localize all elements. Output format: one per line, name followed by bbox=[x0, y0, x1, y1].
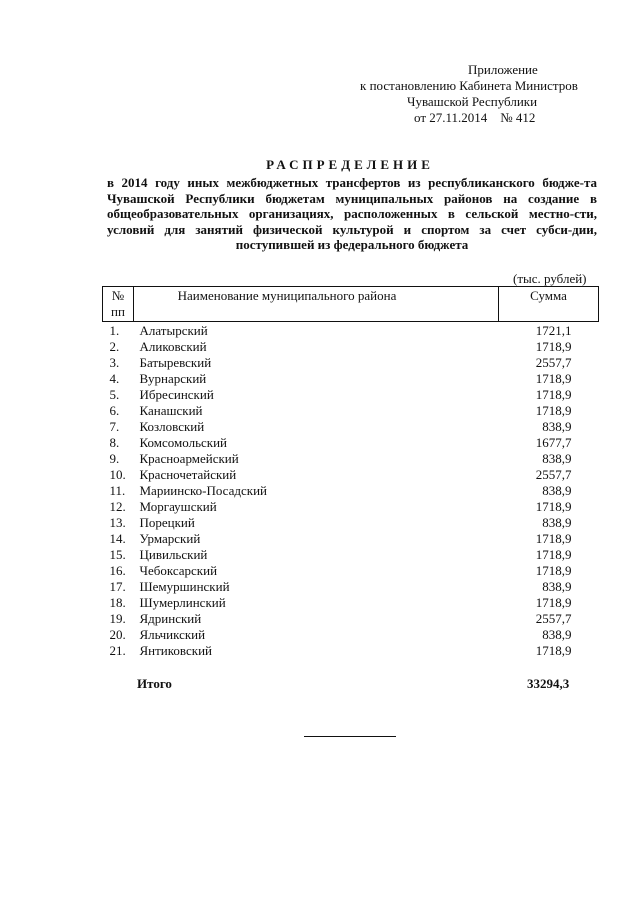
district-name: Комсомольский bbox=[139, 435, 227, 450]
units-label: (тыс. рублей) bbox=[513, 271, 587, 286]
district-sum: 2557,7 bbox=[535, 355, 572, 370]
resolution-date-number: от 27.11.2014 № 412 bbox=[414, 110, 536, 125]
row-number: 18. bbox=[109, 595, 126, 610]
total-value: 33294,3 bbox=[527, 676, 570, 691]
district-name: Яльчикский bbox=[139, 627, 206, 642]
row-number: 8. bbox=[109, 435, 120, 450]
row-number: 13. bbox=[109, 515, 126, 530]
district-name: Красночетайский bbox=[139, 467, 237, 482]
table-row bbox=[103, 563, 599, 579]
appendix-header bbox=[300, 62, 600, 126]
row-number: 3. bbox=[109, 355, 120, 370]
district-name: Канашский bbox=[139, 403, 203, 418]
table-row bbox=[103, 419, 599, 435]
table-body bbox=[103, 322, 599, 660]
table-row bbox=[103, 515, 599, 531]
district-name: Батыревский bbox=[139, 355, 212, 370]
district-sum: 2557,7 bbox=[535, 611, 572, 626]
district-name: Шемуршинский bbox=[139, 579, 230, 594]
table-row bbox=[103, 355, 599, 371]
table-row bbox=[103, 387, 599, 403]
district-sum: 1718,9 bbox=[535, 499, 572, 514]
district-name: Цивильский bbox=[139, 547, 208, 562]
row-number: 14. bbox=[109, 531, 126, 546]
row-number: 7. bbox=[109, 419, 120, 434]
total-label: Итого bbox=[137, 676, 172, 691]
row-number: 2. bbox=[109, 339, 120, 354]
table-row bbox=[103, 579, 599, 595]
district-name: Урмарский bbox=[139, 531, 201, 546]
row-number: 9. bbox=[109, 451, 120, 466]
document-title: РАСПРЕДЕЛЕНИЕ bbox=[266, 157, 434, 172]
republic-name: Чувашской Республики bbox=[407, 94, 538, 109]
distribution-table bbox=[102, 286, 599, 659]
district-name: Алатырский bbox=[139, 323, 208, 338]
district-name: Аликовский bbox=[139, 339, 207, 354]
closing-rule bbox=[304, 736, 396, 737]
district-sum: 1718,9 bbox=[535, 563, 572, 578]
row-number: 15. bbox=[109, 547, 126, 562]
district-name: Моргаушский bbox=[139, 499, 217, 514]
table-row bbox=[103, 339, 599, 355]
table-row bbox=[103, 435, 599, 451]
district-name: Порецкий bbox=[139, 515, 195, 530]
district-name: Чебоксарский bbox=[139, 563, 218, 578]
row-number: 6. bbox=[109, 403, 120, 418]
district-sum: 838,9 bbox=[542, 483, 572, 498]
table-row bbox=[103, 643, 599, 659]
table-row bbox=[103, 371, 599, 387]
row-number: 16. bbox=[109, 563, 126, 578]
district-sum: 838,9 bbox=[542, 515, 572, 530]
table-row bbox=[103, 531, 599, 547]
row-number: 20. bbox=[109, 627, 126, 642]
appendix-label: Приложение bbox=[468, 62, 538, 77]
district-name: Янтиковский bbox=[139, 643, 212, 658]
table-row bbox=[103, 451, 599, 467]
district-name: Красноармейский bbox=[139, 451, 239, 466]
district-sum: 1718,9 bbox=[535, 643, 572, 658]
column-header-number: № пп bbox=[103, 287, 134, 322]
column-header-sum: Сумма bbox=[499, 287, 599, 322]
table-row bbox=[103, 403, 599, 419]
district-name: Ядринский bbox=[139, 611, 202, 626]
district-name: Ибресинский bbox=[139, 387, 214, 402]
row-number: 4. bbox=[109, 371, 120, 386]
row-number: 10. bbox=[109, 467, 126, 482]
row-number: 11. bbox=[109, 483, 126, 498]
table-header-row bbox=[103, 287, 599, 322]
district-sum: 838,9 bbox=[542, 579, 572, 594]
row-number: 19. bbox=[109, 611, 126, 626]
district-sum: 838,9 bbox=[542, 419, 572, 434]
district-sum: 1718,9 bbox=[535, 403, 572, 418]
district-name: Козловский bbox=[139, 419, 205, 434]
district-sum: 838,9 bbox=[542, 451, 572, 466]
district-sum: 1718,9 bbox=[535, 547, 572, 562]
column-header-district: Наименование муниципального района bbox=[134, 287, 499, 322]
table-row bbox=[103, 611, 599, 627]
district-sum: 1721,1 bbox=[535, 323, 572, 338]
district-name: Вурнарский bbox=[139, 371, 207, 386]
district-sum: 1718,9 bbox=[535, 595, 572, 610]
resolution-reference: к постановлению Кабинета Министров bbox=[360, 78, 578, 93]
district-name: Шумерлинский bbox=[139, 595, 226, 610]
table-row bbox=[103, 483, 599, 499]
district-sum: 1718,9 bbox=[535, 387, 572, 402]
table-row bbox=[103, 499, 599, 515]
district-sum: 1718,9 bbox=[535, 339, 572, 354]
row-number: 12. bbox=[109, 499, 126, 514]
district-sum: 2557,7 bbox=[535, 467, 572, 482]
district-sum: 1718,9 bbox=[535, 371, 572, 386]
district-sum: 838,9 bbox=[542, 627, 572, 642]
table-row bbox=[103, 595, 599, 611]
district-name: Мариинско-Посадский bbox=[139, 483, 267, 498]
table-row bbox=[103, 322, 599, 340]
table-row bbox=[103, 467, 599, 483]
row-number: 1. bbox=[109, 323, 120, 338]
row-number: 5. bbox=[109, 387, 120, 402]
document-subtitle: в 2014 году иных межбюджетных трансфертов из республиканского бюдже-та Чувашской Республики бюджетам муниципальных районов на создание в общеобразовательных организациях, расположенных в сельской местно-сти, условий для занятий физической культурой и спортом за счет субси-дии, поступившей из федерального бюджета bbox=[107, 175, 597, 252]
table-row bbox=[103, 627, 599, 643]
row-number: 17. bbox=[109, 579, 126, 594]
row-number: 21. bbox=[109, 643, 126, 658]
district-sum: 1718,9 bbox=[535, 531, 572, 546]
district-sum: 1677,7 bbox=[535, 435, 572, 450]
table-row bbox=[103, 547, 599, 563]
